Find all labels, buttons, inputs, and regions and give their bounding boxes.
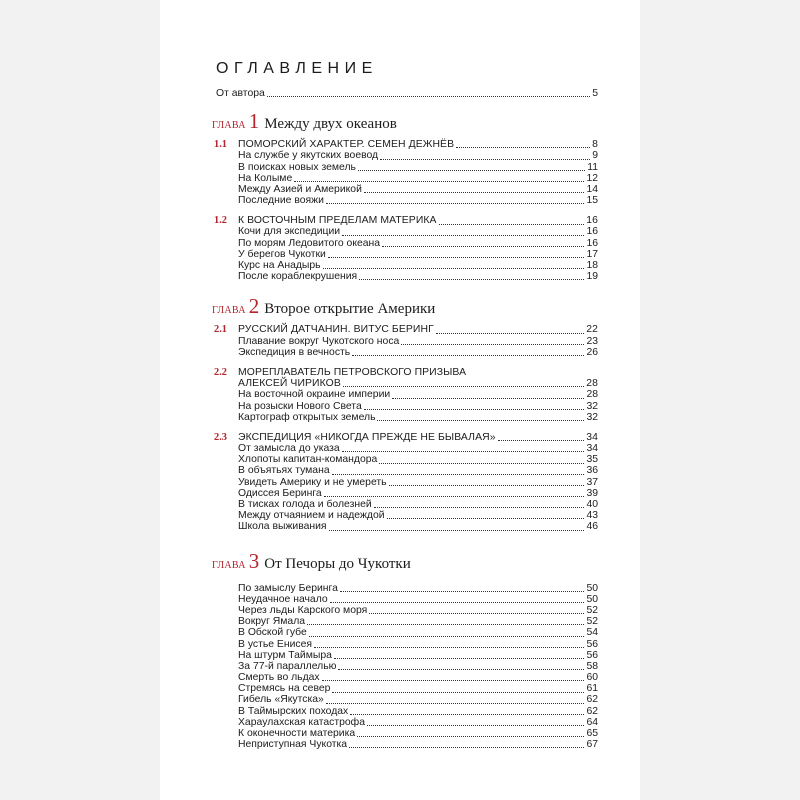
- entry-page: 5: [592, 87, 598, 99]
- dot-leader: [334, 650, 585, 659]
- toc-entry[interactable]: [216, 661, 598, 672]
- chapter-label: ГЛАВА: [212, 305, 246, 317]
- toc-entry[interactable]: [216, 238, 598, 249]
- toc-entry[interactable]: [216, 162, 598, 173]
- chapter-label: ГЛАВА: [212, 120, 246, 132]
- entry-title: В Таймырских походах: [238, 705, 349, 717]
- entry-page: 50: [586, 582, 598, 594]
- toc-entry[interactable]: [216, 150, 598, 161]
- toc-section: [216, 432, 598, 533]
- entry-title: Через льды Карского моря: [238, 604, 368, 616]
- section-number: 2.2: [214, 367, 227, 378]
- toc-entry[interactable]: [216, 249, 598, 260]
- section-gap: [216, 206, 598, 215]
- toc-entry[interactable]: [216, 499, 598, 510]
- toc-entry[interactable]: [216, 412, 598, 423]
- entry-page: 17: [586, 248, 598, 260]
- toc-section: [216, 139, 598, 206]
- section-gap: [216, 423, 598, 432]
- entry-page: 58: [586, 660, 598, 672]
- dot-leader: [326, 195, 585, 204]
- entry-title: В поисках новых земель: [238, 161, 356, 173]
- section-title-part: МОРЕПЛАВАТЕЛЬ ПЕТРОВСКОГО ПРИЗЫВА: [238, 367, 467, 379]
- dot-leader: [309, 628, 585, 637]
- entry-title: Картограф открытых земель: [238, 411, 376, 423]
- toc-title: ОГЛАВЛЕНИЕ: [216, 60, 378, 77]
- toc-section: [216, 367, 598, 423]
- entry-page: 28: [586, 378, 598, 390]
- entry-page: 60: [586, 672, 598, 684]
- chapter-number: 1: [248, 109, 260, 134]
- entry-page: 52: [586, 604, 598, 616]
- dot-leader: [349, 739, 584, 748]
- toc-entry[interactable]: [216, 706, 598, 717]
- toc-entry[interactable]: [216, 488, 598, 499]
- entry-title: У берегов Чукотки: [238, 248, 326, 260]
- toc-entry[interactable]: [216, 650, 598, 661]
- toc-entry[interactable]: [216, 521, 598, 532]
- entry-title: На службе у якутских воевод: [238, 150, 379, 162]
- entry-page: 46: [586, 521, 598, 533]
- entry-page: 34: [586, 443, 598, 455]
- dot-leader: [350, 706, 584, 715]
- toc-entry[interactable]: [216, 173, 598, 184]
- entry-title: АЛЕКСЕЙ ЧИРИКОВ: [238, 378, 341, 390]
- section-number: 1.1: [214, 139, 227, 151]
- entry-page: 22: [586, 324, 598, 336]
- chapter-heading: [212, 294, 598, 319]
- dot-leader: [380, 151, 590, 160]
- entry-title: Неудачное начало: [238, 593, 328, 605]
- section-number: 1.2: [214, 215, 227, 227]
- entry-page: 28: [586, 389, 598, 401]
- chapter-label: ГЛАВА: [212, 559, 246, 571]
- entry-title: В устье Енисея: [238, 638, 313, 650]
- entry-page: 36: [586, 465, 598, 477]
- toc-entry-intro[interactable]: [216, 88, 598, 99]
- toc-section-entry[interactable]: [216, 324, 598, 335]
- dot-leader: [267, 88, 590, 97]
- entry-title: От замысла до указа: [238, 443, 340, 455]
- entry-title: На Колыме: [238, 172, 293, 184]
- dot-leader: [439, 216, 585, 225]
- chapter-number: 3: [248, 548, 260, 573]
- entry-page: 26: [586, 346, 598, 358]
- entry-title: Между отчаянием и надеждой: [238, 510, 385, 522]
- toc-section-entry[interactable]: [216, 378, 598, 389]
- entry-page: 37: [586, 476, 598, 488]
- dot-leader: [332, 466, 585, 475]
- toc-section: [216, 324, 598, 358]
- dot-leader: [367, 717, 584, 726]
- dot-leader: [364, 184, 585, 193]
- entry-page: 16: [586, 237, 598, 249]
- section-gap: [216, 358, 598, 367]
- entry-page: 12: [586, 172, 598, 184]
- dot-leader: [330, 594, 585, 603]
- chapter-title: От Печоры до Чукотки: [264, 555, 411, 572]
- dot-leader: [389, 477, 585, 486]
- entry-page: 18: [586, 260, 598, 272]
- dot-leader: [322, 672, 585, 681]
- toc-entry[interactable]: [216, 271, 598, 282]
- dot-leader: [338, 661, 584, 670]
- toc-entry[interactable]: [216, 389, 598, 400]
- entry-page: 8: [592, 139, 598, 151]
- toc-entry[interactable]: [216, 195, 598, 206]
- toc-entry[interactable]: [216, 605, 598, 616]
- dot-leader: [323, 260, 585, 269]
- entry-page: 50: [586, 593, 598, 605]
- entry-page: 34: [586, 431, 598, 443]
- entry-page: 56: [586, 638, 598, 650]
- entry-title: Хлопоты капитан-командора: [238, 454, 378, 466]
- entry-title: Стремясь на север: [238, 683, 331, 695]
- entry-title: В тисках голода и болезней: [238, 499, 372, 511]
- entry-page: 32: [586, 400, 598, 412]
- dot-leader: [392, 390, 584, 399]
- dot-leader: [382, 238, 584, 247]
- entry-title: Курс на Анадырь: [238, 260, 321, 272]
- book-page: [160, 0, 640, 800]
- entry-title: Экспедиция в вечность: [238, 346, 351, 358]
- toc-entry[interactable]: [216, 466, 598, 477]
- entry-page: 16: [586, 226, 598, 238]
- entry-title: Между Азией и Америкой: [238, 183, 362, 195]
- toc-entry[interactable]: [216, 639, 598, 650]
- entry-page: 9: [592, 150, 598, 162]
- entry-page: 43: [586, 510, 598, 522]
- entry-title: От автора: [216, 87, 265, 99]
- entry-title: После кораблекрушения: [238, 271, 358, 283]
- toc-entry[interactable]: [216, 672, 598, 683]
- entry-title: Кочи для экспедиции: [238, 226, 341, 238]
- entry-page: 15: [586, 195, 598, 207]
- dot-leader: [364, 401, 585, 410]
- entry-title: По замыслу Беринга: [238, 582, 338, 594]
- section-number: 2.1: [214, 324, 227, 336]
- entry-page: 54: [586, 627, 598, 639]
- entry-title: За 77-й параллелью: [238, 660, 337, 672]
- entry-page: 23: [586, 335, 598, 347]
- dot-leader: [328, 249, 585, 258]
- entry-title: В Обской губе: [238, 627, 307, 639]
- toc-entry[interactable]: [216, 443, 598, 454]
- toc-entry[interactable]: [216, 260, 598, 271]
- entry-page: 40: [586, 499, 598, 511]
- chapter-number: 2: [248, 294, 260, 319]
- entry-page: 64: [586, 716, 598, 728]
- entry-title: Плавание вокруг Чукотского носа: [238, 335, 400, 347]
- toc-entry[interactable]: [216, 683, 598, 694]
- chapter-heading: [212, 548, 598, 573]
- dot-leader: [329, 522, 585, 531]
- section-title-line: [216, 367, 598, 378]
- entry-title: РУССКИЙ ДАТЧАНИН. ВИТУС БЕРИНГ: [238, 324, 434, 336]
- dot-leader: [387, 510, 585, 519]
- toc-entry[interactable]: [216, 510, 598, 521]
- entry-page: 52: [586, 616, 598, 628]
- toc-section-entry[interactable]: [216, 139, 598, 150]
- dot-leader: [456, 139, 590, 148]
- entry-title: В объятьях тумана: [238, 465, 330, 477]
- entry-page: 61: [586, 683, 598, 695]
- dot-leader: [340, 583, 585, 592]
- entry-page: 19: [586, 271, 598, 283]
- entry-title: Вокруг Ямала: [238, 616, 306, 628]
- dot-leader: [377, 412, 584, 421]
- toc-entry[interactable]: [216, 594, 598, 605]
- entry-title: Одиссея Беринга: [238, 487, 322, 499]
- dot-leader: [343, 378, 584, 387]
- dot-leader: [342, 227, 584, 236]
- dot-leader: [357, 728, 584, 737]
- dot-leader: [342, 443, 585, 452]
- toc-entry[interactable]: [216, 717, 598, 728]
- entry-title: ЭКСПЕДИЦИЯ «НИКОГДА ПРЕЖДЕ НЕ БЫВАЛАЯ»: [238, 431, 496, 443]
- chapter-title: Второе открытие Америки: [264, 301, 436, 318]
- entry-title: Последние вояжи: [238, 195, 324, 207]
- dot-leader: [294, 173, 584, 182]
- dot-leader: [374, 499, 585, 508]
- toc-entry[interactable]: [216, 616, 598, 627]
- toc-entry[interactable]: [216, 728, 598, 739]
- entry-title: Смерть во льдах: [238, 672, 320, 684]
- table-of-contents: [212, 60, 598, 751]
- dot-leader: [401, 336, 584, 345]
- toc-entry[interactable]: [216, 695, 598, 706]
- entry-page: 35: [586, 454, 598, 466]
- entry-title: К оконечности материка: [238, 728, 356, 740]
- chapter-title: Между двух океанов: [264, 116, 397, 133]
- entry-page: 11: [587, 161, 598, 173]
- toc-entry[interactable]: [216, 347, 598, 358]
- entry-title: Харaулахская катастрофа: [238, 716, 366, 728]
- toc-entry[interactable]: [216, 583, 598, 594]
- entry-title: На розыски Нового Света: [238, 400, 362, 412]
- section-number: 2.3: [214, 431, 227, 443]
- dot-leader: [436, 325, 584, 334]
- toc-section-entry[interactable]: [216, 215, 598, 226]
- dot-leader: [332, 684, 584, 693]
- chapter-heading: [212, 109, 598, 134]
- dot-leader: [359, 271, 584, 280]
- entry-page: 39: [586, 487, 598, 499]
- entry-title: К ВОСТОЧНЫМ ПРЕДЕЛАМ МАТЕРИКА: [238, 215, 437, 227]
- dot-leader: [352, 347, 584, 356]
- entry-page: 16: [586, 215, 598, 227]
- entry-page: 65: [586, 728, 598, 740]
- entry-page: 14: [586, 183, 598, 195]
- dot-leader: [498, 432, 585, 441]
- toc-entry[interactable]: [216, 454, 598, 465]
- entry-page: 56: [586, 649, 598, 661]
- dot-leader: [379, 455, 584, 464]
- entry-page: 62: [586, 694, 598, 706]
- dot-leader: [326, 695, 585, 704]
- entry-title: Гибель «Якутска»: [238, 694, 324, 706]
- entry-title: На штурм Таймыра: [238, 649, 332, 661]
- toc-entry[interactable]: [216, 336, 598, 347]
- toc-entry[interactable]: [216, 739, 598, 750]
- toc-section: [216, 215, 598, 282]
- dot-leader: [358, 162, 585, 171]
- entry-title: Школа выживания: [238, 521, 327, 533]
- toc-entry[interactable]: [216, 227, 598, 238]
- entry-page: 32: [586, 411, 598, 423]
- toc-entry[interactable]: [216, 184, 598, 195]
- entry-title: ПОМОРСКИЙ ХАРАКТЕР. СЕМЕН ДЕЖНЁВ: [238, 139, 455, 151]
- entry-page: 62: [586, 705, 598, 717]
- dot-leader: [314, 639, 584, 648]
- dot-leader: [307, 616, 584, 625]
- toc-section-entry[interactable]: [216, 432, 598, 443]
- dot-leader: [369, 605, 584, 614]
- entry-title: Неприступная Чукотка: [238, 739, 348, 751]
- entry-title: На восточной окраине империи: [238, 389, 391, 401]
- entry-title: По морям Ледовитого океана: [238, 237, 381, 249]
- entry-page: 67: [586, 739, 598, 751]
- toc-entry[interactable]: [216, 401, 598, 412]
- toc-entry[interactable]: [216, 477, 598, 488]
- entry-title: Увидеть Америку и не умереть: [238, 476, 387, 488]
- toc-entry[interactable]: [216, 627, 598, 638]
- dot-leader: [324, 488, 585, 497]
